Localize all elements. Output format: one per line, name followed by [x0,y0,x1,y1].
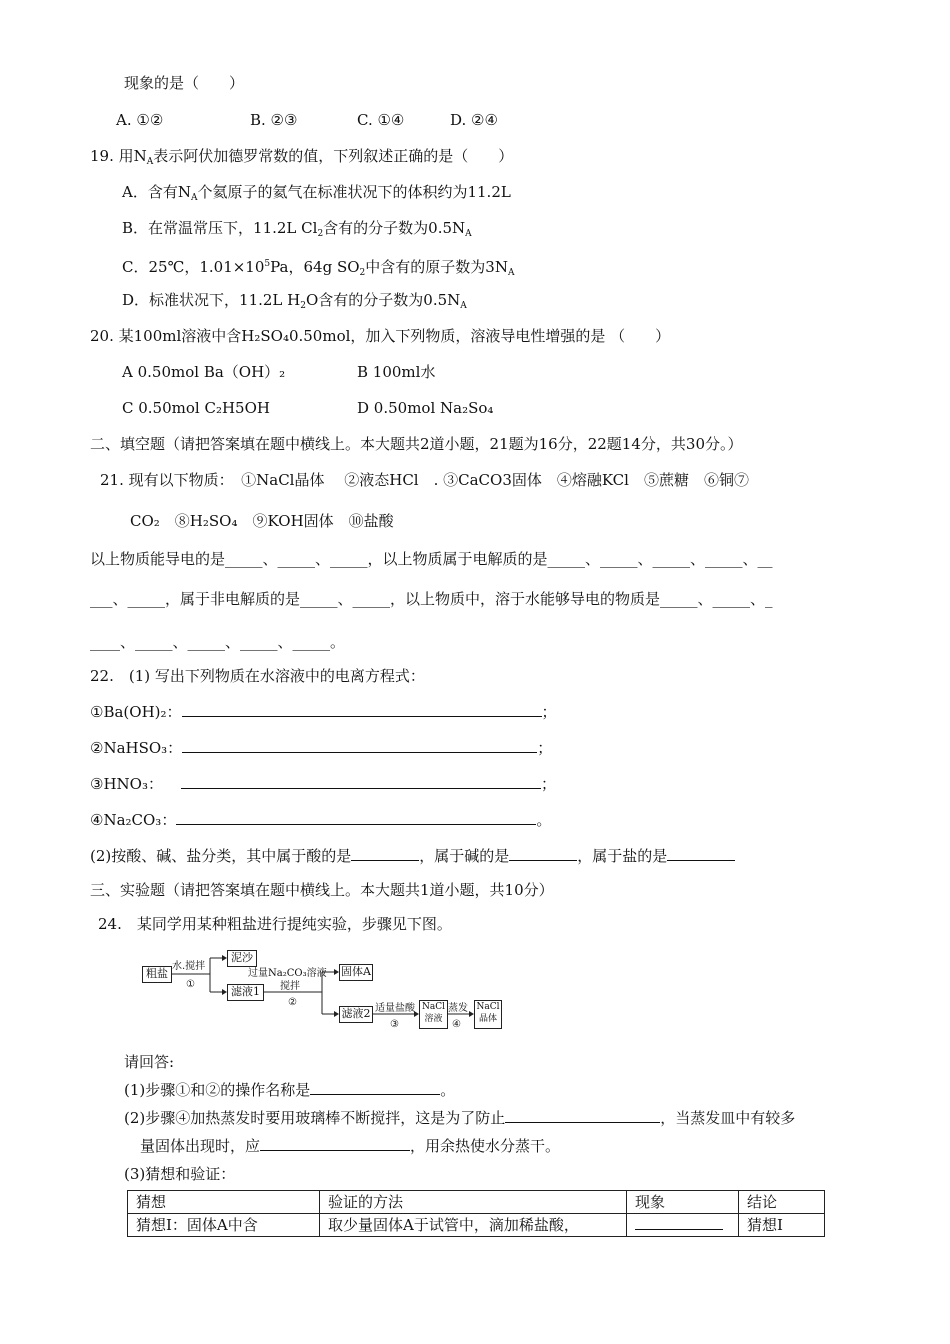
q20-option-b: B 100ml水 [357,363,436,381]
q21-substances: 21. 现有以下物质： ①NaCl晶体 ②液态HCl . ③CaCO3固体 ④熔融KCl ⑤蔗糖 ⑥铜⑦ [100,471,749,489]
q18-option-a: A. ①② [116,111,164,129]
q18-tail: 现象的是（ ） [124,74,245,92]
q24-reply-prompt: 请回答: [124,1053,175,1071]
q20-option-c: C 0.50mol C₂H5OH [122,399,270,417]
q19-option-c: C．25℃，$1.01\times 10^5Pa$，64g $SO_2$中含有的原子数为$3N_A$ [122,258,515,278]
q19-option-a: A．含有$N_A$个氦原子的氦气在标准状况下的体积约为11.2L [122,183,511,203]
cell-method: 取少量固体A于试管中，滴加稀盐酸， [320,1214,627,1237]
hypothesis-table [127,1190,825,1237]
step-3-number: ③ [390,1019,399,1030]
step-4-label: 蒸发 [448,1003,468,1014]
section-3-heading: 三、实验题（请把答案填在题中横线上。本大题共1道小题，共10分） [90,881,554,899]
step-3-reagent: 适量盐酸 [375,1003,415,1014]
step-2-number: ② [288,997,297,1008]
q20-option-d: D 0.50mol Na₂So₄ [357,399,494,417]
answer-blank[interactable] [310,1080,440,1095]
table-header-row [128,1191,825,1214]
purification-flow-diagram [140,948,510,1030]
header-phenomenon: 现象 [627,1191,739,1214]
q21-blank-line-2: ___、_____，属于非电解质的是_____、_____，以上物质中，溶于水能够导电的物质是_____、_____、_ [90,590,773,608]
q22-equation-1: ①Ba(OH)₂： ； [90,703,557,721]
q24-part-3: (3)猜想和验证： [124,1165,236,1183]
step-1-number: ① [186,979,195,990]
q21-blank-line-3: ____、_____、_____、_____、_____。 [90,633,346,651]
q24-stem: 24. 某同学用某种粗盐进行提纯实验，步骤见下图。 [98,915,452,933]
header-method: 验证的方法 [320,1191,627,1214]
answer-blank[interactable] [181,774,541,789]
q19-stem: 19. 用$N_A$表示阿伏加德罗常数的值，下列叙述正确的是（ ） [90,147,514,167]
section-2-heading: 二、填空题（请把答案填在题中横线上。本大题共2道小题，21题为16分，22题14分，共30分。） [90,435,743,453]
answer-blank[interactable] [505,1108,660,1123]
q22-equation-2: ②NaHSO₃： ； [90,739,553,757]
crude-salt-box: 粗盐 [142,966,172,983]
q20-stem: 20. 某100ml溶液中含H₂SO₄0.50mol，加入下列物质，溶液导电性增强的是 （ ） [90,327,671,345]
q19-option-b: B．在常温常压下，11.2L $Cl_2$含有的分子数为$0.5N_A$ [122,219,472,239]
filtrate-1-box: 滤液1 [227,984,264,1001]
cell-conclusion: 猜想Ⅰ [739,1214,825,1237]
nacl-solution-box: NaCl 溶液 [419,1000,448,1029]
q24-part-2-cont: 量固体出现时，应 ，用余热使水分蒸干。 [140,1137,561,1155]
q24-part-1: (1)步骤①和②的操作名称是 。 [124,1081,456,1099]
q22-stem: 22. (1) 写出下列物质在水溶液中的电离方程式： [90,667,425,685]
q18-option-b: B. ②③ [250,111,298,129]
answer-blank[interactable] [635,1215,723,1230]
header-conclusion: 结论 [739,1191,825,1214]
answer-blank[interactable] [260,1136,410,1151]
header-hypothesis: 猜想 [128,1191,320,1214]
step-2-stir: 搅拌 [280,981,300,992]
table-row [128,1214,825,1237]
q19-option-d: D．标准状况下，11.2L $H_2O$含有的分子数为$0.5N_A$ [122,291,467,311]
answer-blank[interactable] [667,846,735,861]
q22-part-2: (2)按酸、碱、盐分类，其中属于酸的是 ，属于碱的是 ，属于盐的是 [90,846,735,866]
mud-sand-box: 泥沙 [227,950,257,967]
answer-blank[interactable] [176,810,536,825]
step-2-reagent: 过量Na₂CO₃溶液 [248,968,327,979]
answer-blank[interactable] [182,738,537,753]
q18-option-c: C. ①④ [357,111,405,129]
step-4-number: ④ [452,1019,461,1030]
answer-blank[interactable] [351,846,419,861]
q20-option-a: A 0.50mol Ba（OH）₂ [122,363,286,381]
cell-hypothesis: 猜想Ⅰ：固体A中含 [128,1214,320,1237]
answer-blank[interactable] [509,846,577,861]
cell-phenomenon[interactable] [627,1214,739,1237]
filtrate-2-box: 滤液2 [339,1006,373,1023]
solid-a-box: 固体A [339,964,373,981]
q22-equation-3: ③HNO₃： ； [90,775,556,793]
q22-equation-4: ④Na₂CO₃： 。 [90,811,552,829]
q21-blank-line-1: 以上物质能导电的是_____、_____、_____，以上物质属于电解质的是_____、_____、_____、_____、__ [90,550,773,568]
answer-blank[interactable] [182,702,542,717]
step-1-label: 水.搅拌 [172,961,206,972]
q24-part-2: (2)步骤④加热蒸发时要用玻璃棒不断搅拌，这是为了防止 ，当蒸发皿中有较多 [124,1109,796,1127]
nacl-crystal-box: NaCl 晶体 [474,1000,502,1029]
q18-option-d: D. ②④ [450,111,498,129]
q21-substances-cont: CO₂ ⑧H₂SO₄ ⑨KOH固体 ⑩盐酸 [130,512,394,530]
